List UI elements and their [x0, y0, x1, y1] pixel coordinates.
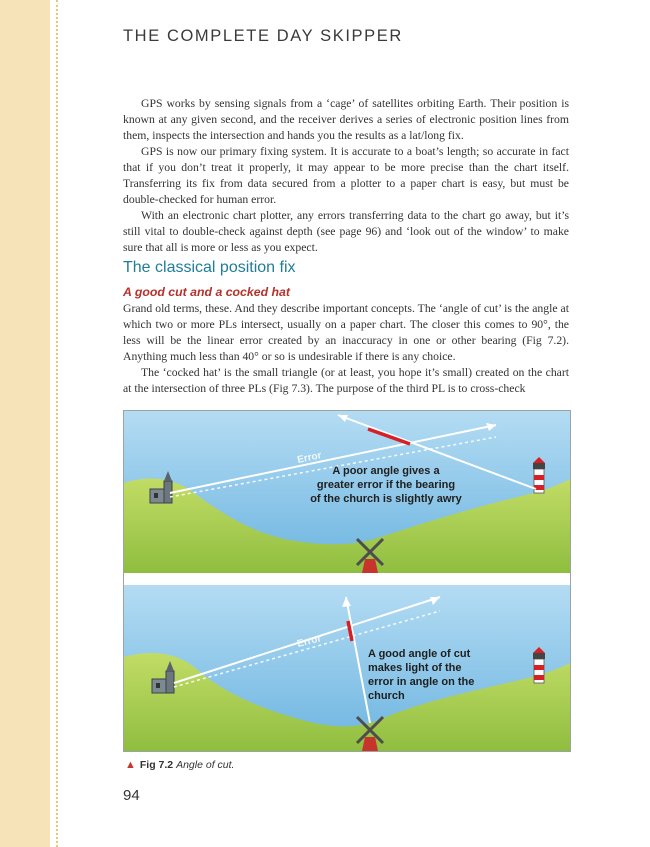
triangle-up-icon: ▲ — [125, 759, 136, 771]
section-text — [123, 301, 569, 397]
section-paragraph: The ‘cocked hat’ is the small triangle (or at least, you hope it’s small) created on the chart at the intersection of three PLs (Fig 7.3). The purpose of the third PL is to cross-check — [123, 366, 569, 395]
intro-paragraph: GPS is now our primary fixing system. It is accurate to a boat’s length; so accurate in fact that if you don’t treat it properly, it may appear to be more precise than the chart itself. Transferring its fix from data secured from a plotter to a paper chart is easy, but must be double-checked for human error. — [123, 145, 569, 206]
section-title: The classical position fix — [123, 259, 296, 276]
figure-caption-text: Angle of cut. — [176, 759, 235, 771]
figure-note-line: A poor angle gives a — [332, 465, 440, 477]
top-panel — [124, 411, 570, 573]
figure-note-line: A good angle of cut — [368, 648, 471, 660]
figure-note-line: makes light of the — [368, 662, 462, 674]
error-label: Error — [296, 450, 323, 466]
figure-note-line: error in angle on the — [368, 676, 475, 688]
intro-paragraph: With an electronic chart plotter, any errors transferring data to the chart go away, but it’s still vital to double-check against depth (see page 96) and ‘look out of the window’ to make sure that all is more or less as you expect. — [123, 209, 569, 254]
subhead: A good cut and a cocked hat — [123, 285, 290, 299]
figure-note-line: of the church is slightly awry — [310, 493, 462, 505]
figure-note-line: greater error if the bearing — [316, 479, 456, 491]
panel-separator — [124, 573, 570, 585]
running-head: THE COMPLETE DAY SKIPPER — [123, 27, 403, 45]
intro-text — [123, 96, 569, 256]
figure-angle-of-cut — [123, 410, 571, 752]
section-paragraph: Grand old terms, these. And they describe important concepts. The ‘angle of cut’ is the angle at which two or more PLs intersect, usually on a paper chart. The closer this comes to 90°, the less will be the linear error created by an inaccuracy in one or other bearing (Fig 7.2). Anything much less than 40° or so is undesirable if there is any choice. — [123, 302, 569, 363]
figure-caption — [125, 759, 234, 771]
lighthouse-icon — [533, 647, 545, 683]
intro-paragraph: GPS works by sensing signals from a ‘cage’ of satellites orbiting Earth. Their position is known at any given second, and the receiver derives a series of electronic position lines from them, inspects the intersection and hands you the results as a lat/long fix. — [123, 97, 569, 142]
margin-dotted-rule — [56, 0, 58, 847]
page-number: 94 — [123, 787, 140, 804]
bottom-panel — [124, 585, 570, 751]
figure-note-line: church — [368, 690, 405, 702]
error-label: Error — [296, 633, 323, 650]
figure-illustration — [124, 411, 570, 751]
figure-number: Fig 7.2 — [139, 759, 174, 771]
page-margin-strip — [0, 0, 50, 847]
